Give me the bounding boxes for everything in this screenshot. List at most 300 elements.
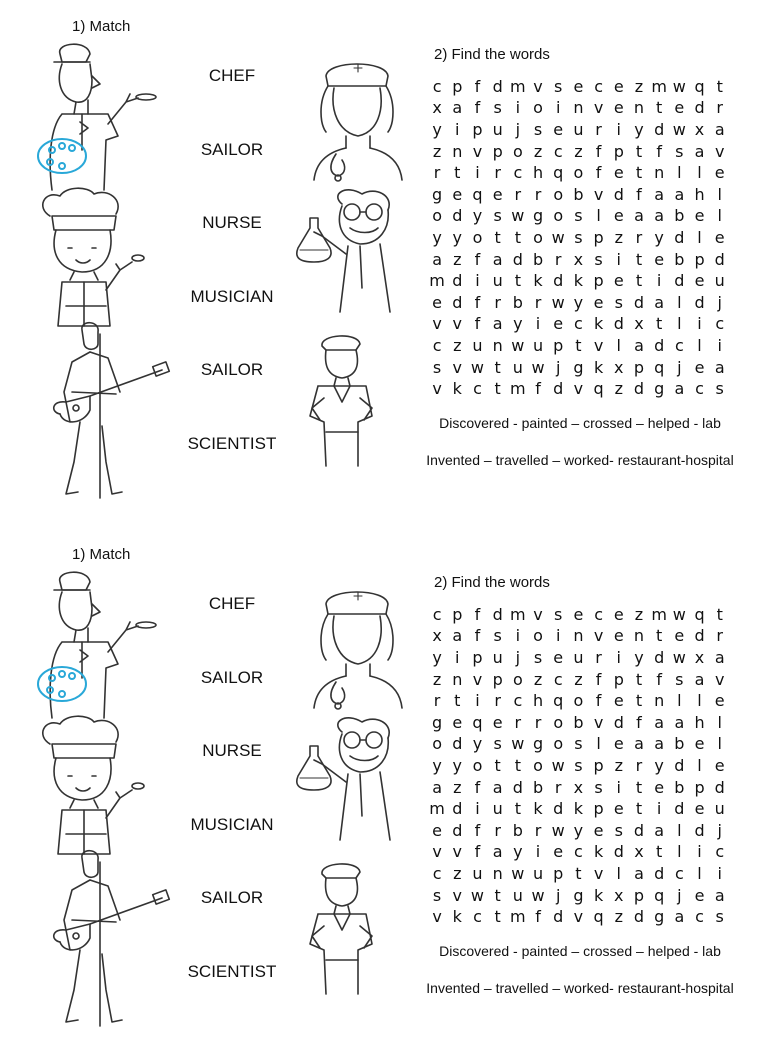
job-label: MUSICIAN: [190, 814, 274, 834]
grid-letter: f: [595, 141, 602, 161]
grid-letter: v: [593, 626, 604, 646]
grid-letter: e: [694, 799, 705, 819]
grid-letter: i: [475, 163, 480, 183]
grid-letter: d: [613, 184, 624, 204]
word-list-line-2: Invented – travelled – worked- restaurant-hospital: [426, 452, 734, 468]
grid-letter: r: [494, 292, 501, 312]
grid-letter: g: [432, 184, 443, 204]
grid-letter: v: [714, 141, 725, 161]
grid-letter: y: [432, 755, 442, 775]
job-label: MUSICIAN: [190, 286, 274, 306]
grid-letter: h: [532, 691, 544, 711]
grid-letter: z: [533, 141, 543, 161]
grid-letter: k: [533, 799, 543, 819]
grid-letter: v: [452, 885, 463, 905]
grid-row: [427, 755, 730, 777]
grid-letter: i: [475, 271, 480, 291]
grid-letter: o: [533, 755, 543, 775]
grid-letter: o: [553, 712, 564, 732]
grid-letter: k: [593, 885, 604, 905]
job-label: SAILOR: [200, 888, 264, 907]
grid-letter: f: [656, 669, 662, 689]
grid-letter: o: [533, 98, 543, 118]
grid-letter: u: [472, 863, 483, 883]
grid-letter: v: [432, 907, 442, 927]
grid-row: [427, 690, 730, 712]
grid-letter: a: [432, 249, 442, 269]
grid-letter: z: [634, 76, 644, 96]
grid-letter: j: [515, 119, 521, 139]
grid-row: [427, 249, 730, 271]
grid-letter: s: [533, 647, 543, 667]
grid-letter: p: [633, 885, 645, 905]
grid-letter: z: [614, 755, 623, 775]
grid-letter: v: [452, 357, 463, 377]
grid-letter: a: [674, 712, 685, 732]
grid-letter: e: [654, 249, 665, 269]
grid-letter: q: [654, 357, 665, 377]
grid-letter: p: [633, 357, 645, 377]
grid-letter: y: [634, 119, 644, 139]
grid-letter: c: [715, 314, 725, 334]
grid-letter: y: [452, 227, 463, 247]
grid-letter: a: [452, 626, 463, 646]
grid-letter: w: [511, 206, 525, 226]
grid-letter: q: [694, 76, 705, 96]
grid-letter: w: [672, 647, 686, 667]
grid-letter: y: [654, 755, 664, 775]
grid-letter: i: [616, 647, 621, 667]
grid-letter: c: [473, 379, 482, 399]
grid-letter: z: [432, 669, 442, 689]
grid-letter: f: [636, 712, 642, 732]
grid-letter: o: [553, 184, 564, 204]
guitar-player-icon: [50, 322, 170, 500]
grid-letter: c: [574, 842, 583, 862]
grid-letter: o: [432, 734, 442, 754]
grid-letter: e: [432, 292, 443, 312]
grid-letter: l: [697, 691, 702, 711]
grid-letter: m: [651, 76, 667, 96]
grid-letter: x: [694, 647, 705, 667]
grid-letter: c: [594, 76, 603, 96]
grid-letter: n: [654, 691, 665, 711]
grid-letter: s: [594, 777, 603, 797]
grid-letter: y: [432, 227, 442, 247]
grid-letter: f: [474, 604, 481, 624]
grid-row: [427, 292, 730, 314]
grid-row: [427, 357, 730, 379]
grid-letter: t: [454, 163, 461, 183]
grid-letter: d: [654, 335, 665, 355]
grid-letter: x: [614, 357, 624, 377]
grid-letter: v: [432, 842, 442, 862]
grid-letter: e: [452, 712, 463, 732]
grid-letter: i: [535, 314, 541, 334]
grid-letter: i: [616, 249, 621, 269]
grid-letter: u: [573, 647, 584, 667]
grid-row: [427, 906, 730, 928]
grid-letter: j: [555, 357, 561, 377]
grid-letter: s: [594, 249, 603, 269]
grid-letter: q: [593, 379, 604, 399]
grid-letter: n: [573, 98, 584, 118]
job-label: SAILOR: [200, 139, 264, 159]
grid-letter: a: [694, 669, 705, 689]
grid-letter: t: [494, 755, 501, 775]
grid-letter: m: [429, 799, 445, 819]
grid-letter: d: [714, 777, 725, 797]
grid-letter: a: [694, 141, 705, 161]
grid-letter: p: [593, 227, 604, 247]
grid-letter: r: [716, 626, 723, 646]
grid-letter: t: [656, 626, 663, 646]
grid-letter: t: [656, 842, 663, 862]
grid-letter: d: [694, 292, 705, 312]
grid-letter: f: [474, 626, 481, 646]
grid-letter: e: [714, 755, 725, 775]
grid-letter: s: [614, 820, 623, 840]
grid-letter: m: [651, 604, 667, 624]
grid-letter: a: [492, 249, 503, 269]
grid-letter: o: [553, 734, 564, 754]
grid-letter: r: [494, 820, 501, 840]
grid-letter: t: [716, 76, 723, 96]
grid-letter: v: [472, 669, 483, 689]
grid-letter: b: [512, 820, 523, 840]
grid-letter: t: [494, 227, 501, 247]
grid-letter: v: [714, 669, 725, 689]
grid-letter: d: [512, 249, 523, 269]
grid-letter: d: [633, 820, 645, 840]
grid-letter: c: [432, 76, 442, 96]
grid-letter: f: [595, 669, 602, 689]
grid-letter: x: [614, 885, 624, 905]
grid-letter: o: [573, 163, 584, 183]
grid-letter: g: [432, 712, 443, 732]
grid-letter: a: [654, 292, 665, 312]
chef-boy-icon: [36, 714, 150, 854]
grid-letter: j: [677, 885, 682, 905]
grid-letter: u: [714, 271, 725, 291]
grid-letter: m: [510, 604, 526, 624]
grid-letter: o: [432, 206, 442, 226]
grid-letter: d: [492, 604, 503, 624]
grid-letter: r: [635, 227, 643, 247]
grid-letter: c: [432, 335, 442, 355]
match-heading: 1) Match: [72, 18, 131, 35]
grid-letter: n: [492, 335, 503, 355]
grid-letter: r: [595, 119, 602, 139]
grid-letter: e: [613, 799, 624, 819]
grid-letter: t: [635, 249, 643, 269]
grid-letter: z: [533, 669, 543, 689]
grid-letter: f: [474, 249, 481, 269]
grid-letter: c: [473, 907, 482, 927]
grid-letter: w: [470, 885, 485, 905]
grid-letter: u: [714, 799, 725, 819]
grid-letter: p: [452, 76, 463, 96]
grid-letter: u: [492, 647, 503, 667]
grid-letter: i: [555, 98, 561, 118]
grid-letter: a: [634, 206, 644, 226]
grid-letter: c: [553, 141, 563, 161]
grid-letter: a: [654, 734, 665, 754]
grid-letter: u: [492, 799, 503, 819]
grid-letter: a: [714, 647, 725, 667]
grid-letter: m: [429, 271, 445, 291]
grid-letter: g: [573, 357, 584, 377]
grid-letter: t: [635, 271, 643, 291]
grid-letter: o: [553, 206, 564, 226]
grid-letter: y: [432, 647, 442, 667]
grid-letter: b: [573, 712, 584, 732]
grid-row: [427, 141, 730, 163]
grid-letter: d: [674, 227, 685, 247]
grid-letter: u: [492, 119, 503, 139]
grid-letter: u: [532, 335, 544, 355]
grid-letter: e: [613, 626, 624, 646]
grid-letter: e: [593, 820, 604, 840]
grid-letter: t: [635, 777, 643, 797]
grid-row: [427, 604, 730, 626]
grid-letter: r: [494, 691, 501, 711]
grid-letter: d: [674, 271, 685, 291]
grid-letter: f: [474, 98, 481, 118]
grid-letter: s: [493, 98, 502, 118]
grid-letter: a: [674, 184, 685, 204]
grid-letter: z: [432, 141, 442, 161]
grid-letter: d: [654, 863, 665, 883]
sailor-icon: [300, 856, 384, 994]
grid-letter: e: [694, 271, 705, 291]
grid-letter: p: [694, 777, 705, 797]
grid-letter: n: [452, 141, 463, 161]
grid-letter: l: [697, 863, 702, 883]
grid-letter: a: [714, 357, 725, 377]
grid-letter: d: [694, 98, 705, 118]
grid-letter: s: [675, 141, 684, 161]
grid-letter: d: [452, 206, 463, 226]
grid-letter: v: [593, 863, 604, 883]
grid-letter: z: [574, 669, 583, 689]
grid-letter: a: [634, 335, 644, 355]
grid-letter: q: [472, 712, 483, 732]
grid-letter: t: [514, 799, 521, 819]
grid-letter: x: [432, 626, 442, 646]
grid-letter: f: [636, 184, 642, 204]
grid-letter: l: [677, 842, 682, 862]
grid-letter: z: [634, 604, 644, 624]
grid-letter: a: [452, 98, 463, 118]
grid-letter: t: [635, 163, 643, 183]
grid-letter: d: [452, 271, 463, 291]
grid-letter: e: [613, 691, 624, 711]
word-list-line-1: Discovered - painted – crossed – helped - lab: [439, 415, 721, 431]
painter-with-palette-icon: [26, 568, 146, 718]
grid-letter: w: [531, 357, 545, 377]
grid-letter: l: [616, 335, 621, 355]
grid-letter: w: [531, 885, 545, 905]
grid-letter: o: [512, 669, 523, 689]
grid-letter: c: [513, 163, 523, 183]
grid-row: [427, 119, 730, 141]
grid-letter: i: [515, 98, 521, 118]
grid-letter: i: [697, 842, 702, 862]
grid-letter: d: [654, 647, 665, 667]
grid-letter: j: [677, 357, 682, 377]
grid-letter: p: [593, 271, 604, 291]
grid-letter: v: [452, 842, 463, 862]
grid-letter: r: [554, 777, 562, 797]
grid-letter: w: [511, 734, 525, 754]
grid-letter: f: [656, 141, 662, 161]
grid-row: [427, 206, 730, 228]
grid-letter: w: [551, 755, 565, 775]
grid-letter: f: [595, 691, 602, 711]
grid-letter: r: [534, 712, 542, 732]
grid-row: [427, 820, 730, 842]
grid-letter: e: [613, 206, 624, 226]
grid-letter: d: [613, 842, 624, 862]
grid-letter: s: [574, 755, 583, 775]
grid-letter: e: [573, 76, 584, 96]
grid-letter: c: [715, 842, 725, 862]
sailor-icon: [300, 328, 384, 466]
grid-letter: u: [472, 335, 483, 355]
grid-letter: y: [654, 227, 664, 247]
grid-letter: n: [654, 163, 665, 183]
grid-letter: j: [717, 292, 722, 312]
grid-letter: w: [551, 292, 565, 312]
grid-letter: i: [656, 271, 662, 291]
grid-letter: p: [593, 755, 604, 775]
grid-letter: c: [695, 379, 704, 399]
grid-letter: i: [455, 119, 460, 139]
grid-letter: w: [672, 119, 686, 139]
grid-letter: t: [494, 357, 501, 377]
grid-letter: t: [575, 335, 582, 355]
grid-letter: f: [535, 907, 541, 927]
grid-letter: l: [717, 184, 722, 204]
grid-letter: t: [635, 141, 643, 161]
grid-row: [427, 227, 730, 249]
job-list: [170, 62, 294, 503]
grid-letter: k: [573, 271, 584, 291]
job-label: SCIENTIST: [187, 433, 277, 453]
grid-letter: o: [533, 227, 543, 247]
find-heading: 2) Find the words: [434, 46, 550, 63]
grid-letter: r: [534, 292, 542, 312]
grid-letter: n: [452, 669, 463, 689]
grid-letter: w: [672, 76, 686, 96]
grid-letter: e: [573, 604, 584, 624]
grid-letter: z: [614, 907, 623, 927]
grid-letter: l: [697, 755, 702, 775]
grid-letter: s: [574, 206, 583, 226]
grid-letter: e: [492, 184, 503, 204]
grid-row: [427, 270, 730, 292]
grid-letter: p: [452, 604, 463, 624]
job-label: NURSE: [202, 213, 262, 232]
grid-letter: c: [432, 604, 442, 624]
grid-letter: e: [613, 271, 624, 291]
grid-row: [427, 626, 730, 648]
grid-letter: l: [717, 206, 722, 226]
grid-letter: e: [613, 76, 624, 96]
grid-letter: l: [677, 292, 682, 312]
grid-letter: c: [674, 335, 684, 355]
grid-row: [427, 842, 730, 864]
grid-letter: i: [515, 626, 521, 646]
grid-letter: r: [514, 184, 522, 204]
grid-row: [427, 669, 730, 691]
grid-letter: b: [532, 249, 544, 269]
grid-row: [427, 378, 730, 400]
grid-letter: e: [613, 163, 624, 183]
grid-letter: a: [654, 820, 665, 840]
grid-letter: x: [573, 777, 584, 797]
grid-letter: e: [492, 712, 503, 732]
grid-letter: v: [593, 712, 604, 732]
grid-letter: c: [432, 863, 442, 883]
grid-letter: y: [472, 206, 483, 226]
grid-letter: c: [594, 604, 603, 624]
grid-letter: i: [475, 799, 480, 819]
grid-row: [427, 98, 730, 120]
grid-letter: z: [453, 863, 462, 883]
grid-row: [427, 734, 730, 756]
grid-letter: i: [455, 647, 460, 667]
grid-letter: e: [694, 357, 705, 377]
job-label: SAILOR: [200, 667, 264, 687]
grid-letter: e: [553, 119, 564, 139]
grid-letter: w: [551, 820, 565, 840]
grid-letter: p: [472, 119, 483, 139]
nurse-icon: [306, 58, 410, 182]
grid-letter: d: [452, 820, 463, 840]
guitar-player-icon: [50, 850, 170, 1028]
grid-letter: l: [697, 163, 702, 183]
grid-letter: a: [654, 712, 665, 732]
grid-letter: q: [472, 184, 483, 204]
grid-letter: s: [432, 357, 442, 377]
grid-letter: u: [532, 863, 544, 883]
grid-letter: c: [513, 691, 523, 711]
grid-letter: r: [635, 755, 643, 775]
grid-row: [427, 777, 730, 799]
grid-letter: d: [674, 755, 685, 775]
grid-letter: e: [714, 227, 725, 247]
grid-row: [427, 184, 730, 206]
grid-letter: l: [697, 335, 702, 355]
nurse-icon: [306, 586, 410, 710]
match-heading: 1) Match: [72, 546, 131, 563]
grid-letter: i: [535, 842, 541, 862]
grid-letter: f: [595, 163, 602, 183]
grid-letter: i: [697, 314, 702, 334]
grid-letter: e: [553, 647, 564, 667]
grid-letter: w: [551, 227, 565, 247]
grid-letter: y: [472, 734, 483, 754]
grid-letter: d: [553, 271, 564, 291]
grid-letter: z: [574, 141, 583, 161]
grid-letter: t: [716, 604, 723, 624]
grid-letter: t: [454, 691, 461, 711]
grid-letter: o: [533, 626, 543, 646]
grid-letter: u: [512, 885, 523, 905]
grid-letter: t: [494, 907, 501, 927]
